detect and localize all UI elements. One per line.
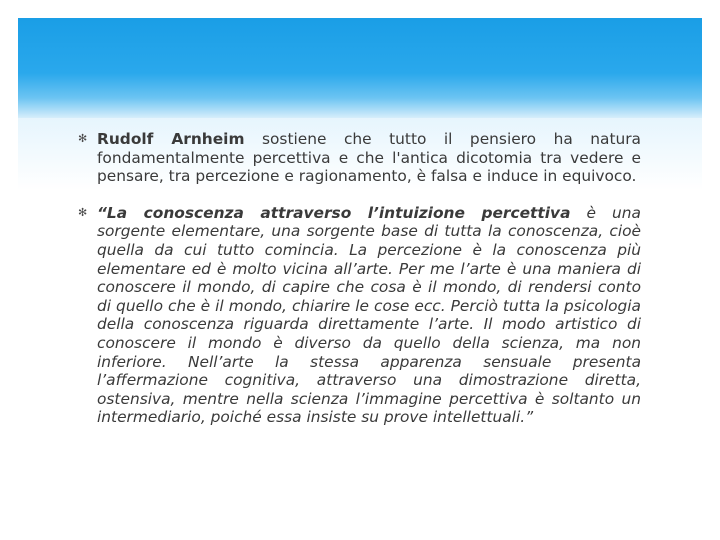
bullet-lead: “La conoscenza attraverso l’intuizione percettiva — [97, 203, 571, 222]
asterisk-bullet-icon: ✻ — [78, 205, 88, 219]
asterisk-bullet-icon: ✻ — [78, 132, 88, 145]
bullet-item-arnheim — [78, 130, 641, 186]
bullet-text: è una sorgente elementare, una sorgente base di tutta la conoscenza, cioè quella da cui tutto comincia. La percezione è la conoscenza più elementare ed è molto vicina all’arte. Per me l’arte è una maniera di conoscere il mondo, di capire che cosa è il mondo, di rendersi conto di quello che è il mondo, chiarire le cose ecc. Perciò tutta la psicologia della conoscenza riguarda direttamente l’arte. Il modo artistico di conoscere il mondo è diverso da quello della scienza, ma non inferiore. Nell’arte la stessa apparenza sensuale presenta l’affermazione cognitiva, attraverso una dimostrazione diretta, ostensiva, mentre nella scienza l’immagine percettiva è soltanto un intermediario, poiché essa insiste su prove intellettuali.” — [97, 203, 641, 427]
slide-body — [78, 130, 641, 445]
bullet-text: sostiene che tutto il pensiero ha natura fondamentalmente percettiva e che l'antica dicotomia tra vedere e pensare, tra percezione e ragionamento, è falsa e induce in equivoco. — [97, 130, 641, 186]
bullet-item-quote — [78, 204, 641, 427]
slide-header-band — [18, 18, 702, 118]
bullet-lead: Rudolf Arnheim — [97, 130, 245, 148]
